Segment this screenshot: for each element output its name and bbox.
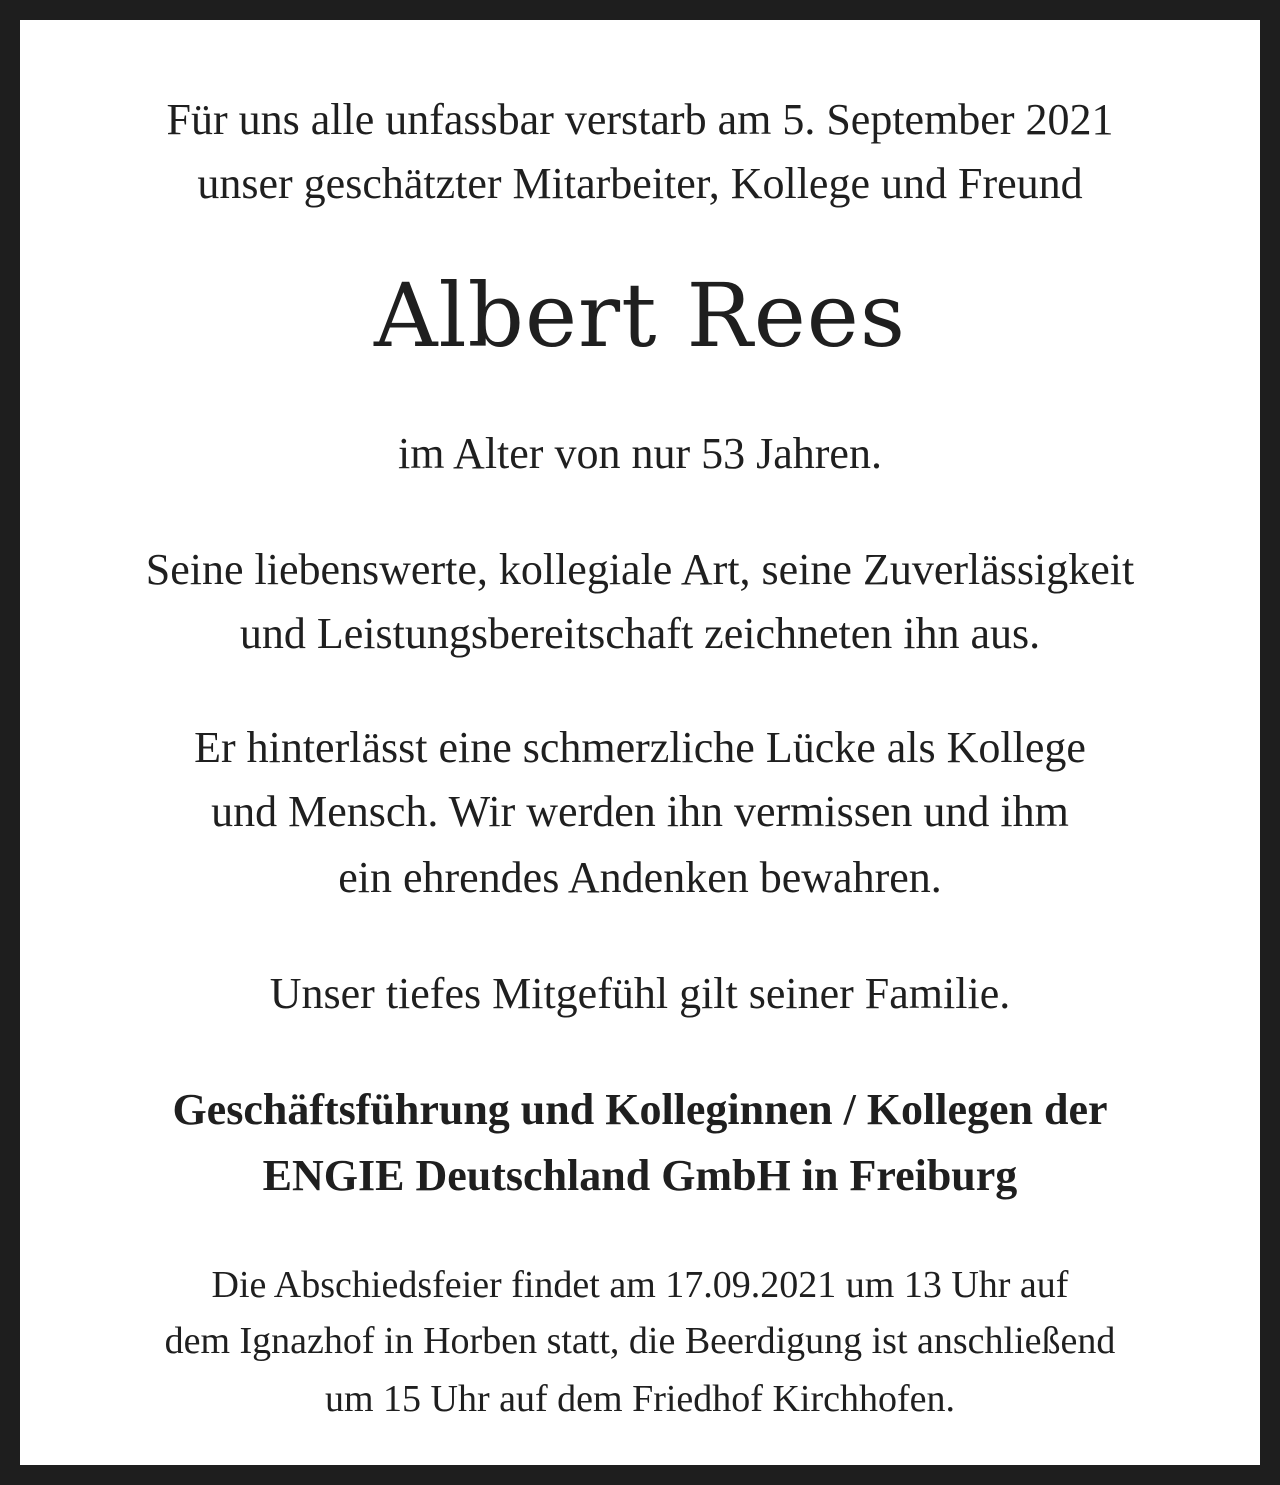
- tribute-line-1: Seine liebenswerte, kollegiale Art, seine Zuverlässigkeit: [145, 545, 1135, 594]
- loss-line-3: ein ehrendes Andenken bewahren.: [338, 853, 942, 902]
- ceremony-line-3: um 15 Uhr auf dem Friedhof Kirchhofen.: [324, 1378, 955, 1420]
- signature-line-2: ENGIE Deutschland GmbH in Freiburg: [262, 1151, 1018, 1200]
- loss-line-2: und Mensch. Wir werden ihn vermissen und ihm: [211, 787, 1069, 836]
- intro-line-2: unser geschätzter Mitarbeiter, Kollege und Freund: [197, 159, 1083, 208]
- intro-line-1: Für uns alle unfassbar verstarb am 5. September 2021: [166, 95, 1114, 144]
- loss-line-1: Er hinterlässt eine schmerzliche Lücke als Kollege: [194, 723, 1086, 772]
- deceased-name: Albert Rees: [373, 264, 907, 367]
- age-line: im Alter von nur 53 Jahren.: [398, 429, 882, 478]
- signature-line-1: Geschäftsführung und Kolleginnen / Kollegen der: [172, 1085, 1108, 1134]
- ceremony-line-2: dem Ignazhof in Horben statt, die Beerdigung ist anschließend: [164, 1320, 1116, 1362]
- sympathy-line: Unser tiefes Mitgefühl gilt seiner Familie.: [269, 969, 1011, 1018]
- ceremony-line-1: Die Abschiedsfeier findet am 17.09.2021 um 13 Uhr auf: [211, 1264, 1069, 1306]
- tribute-line-2: und Leistungsbereitschaft zeichneten ihn aus.: [239, 609, 1041, 658]
